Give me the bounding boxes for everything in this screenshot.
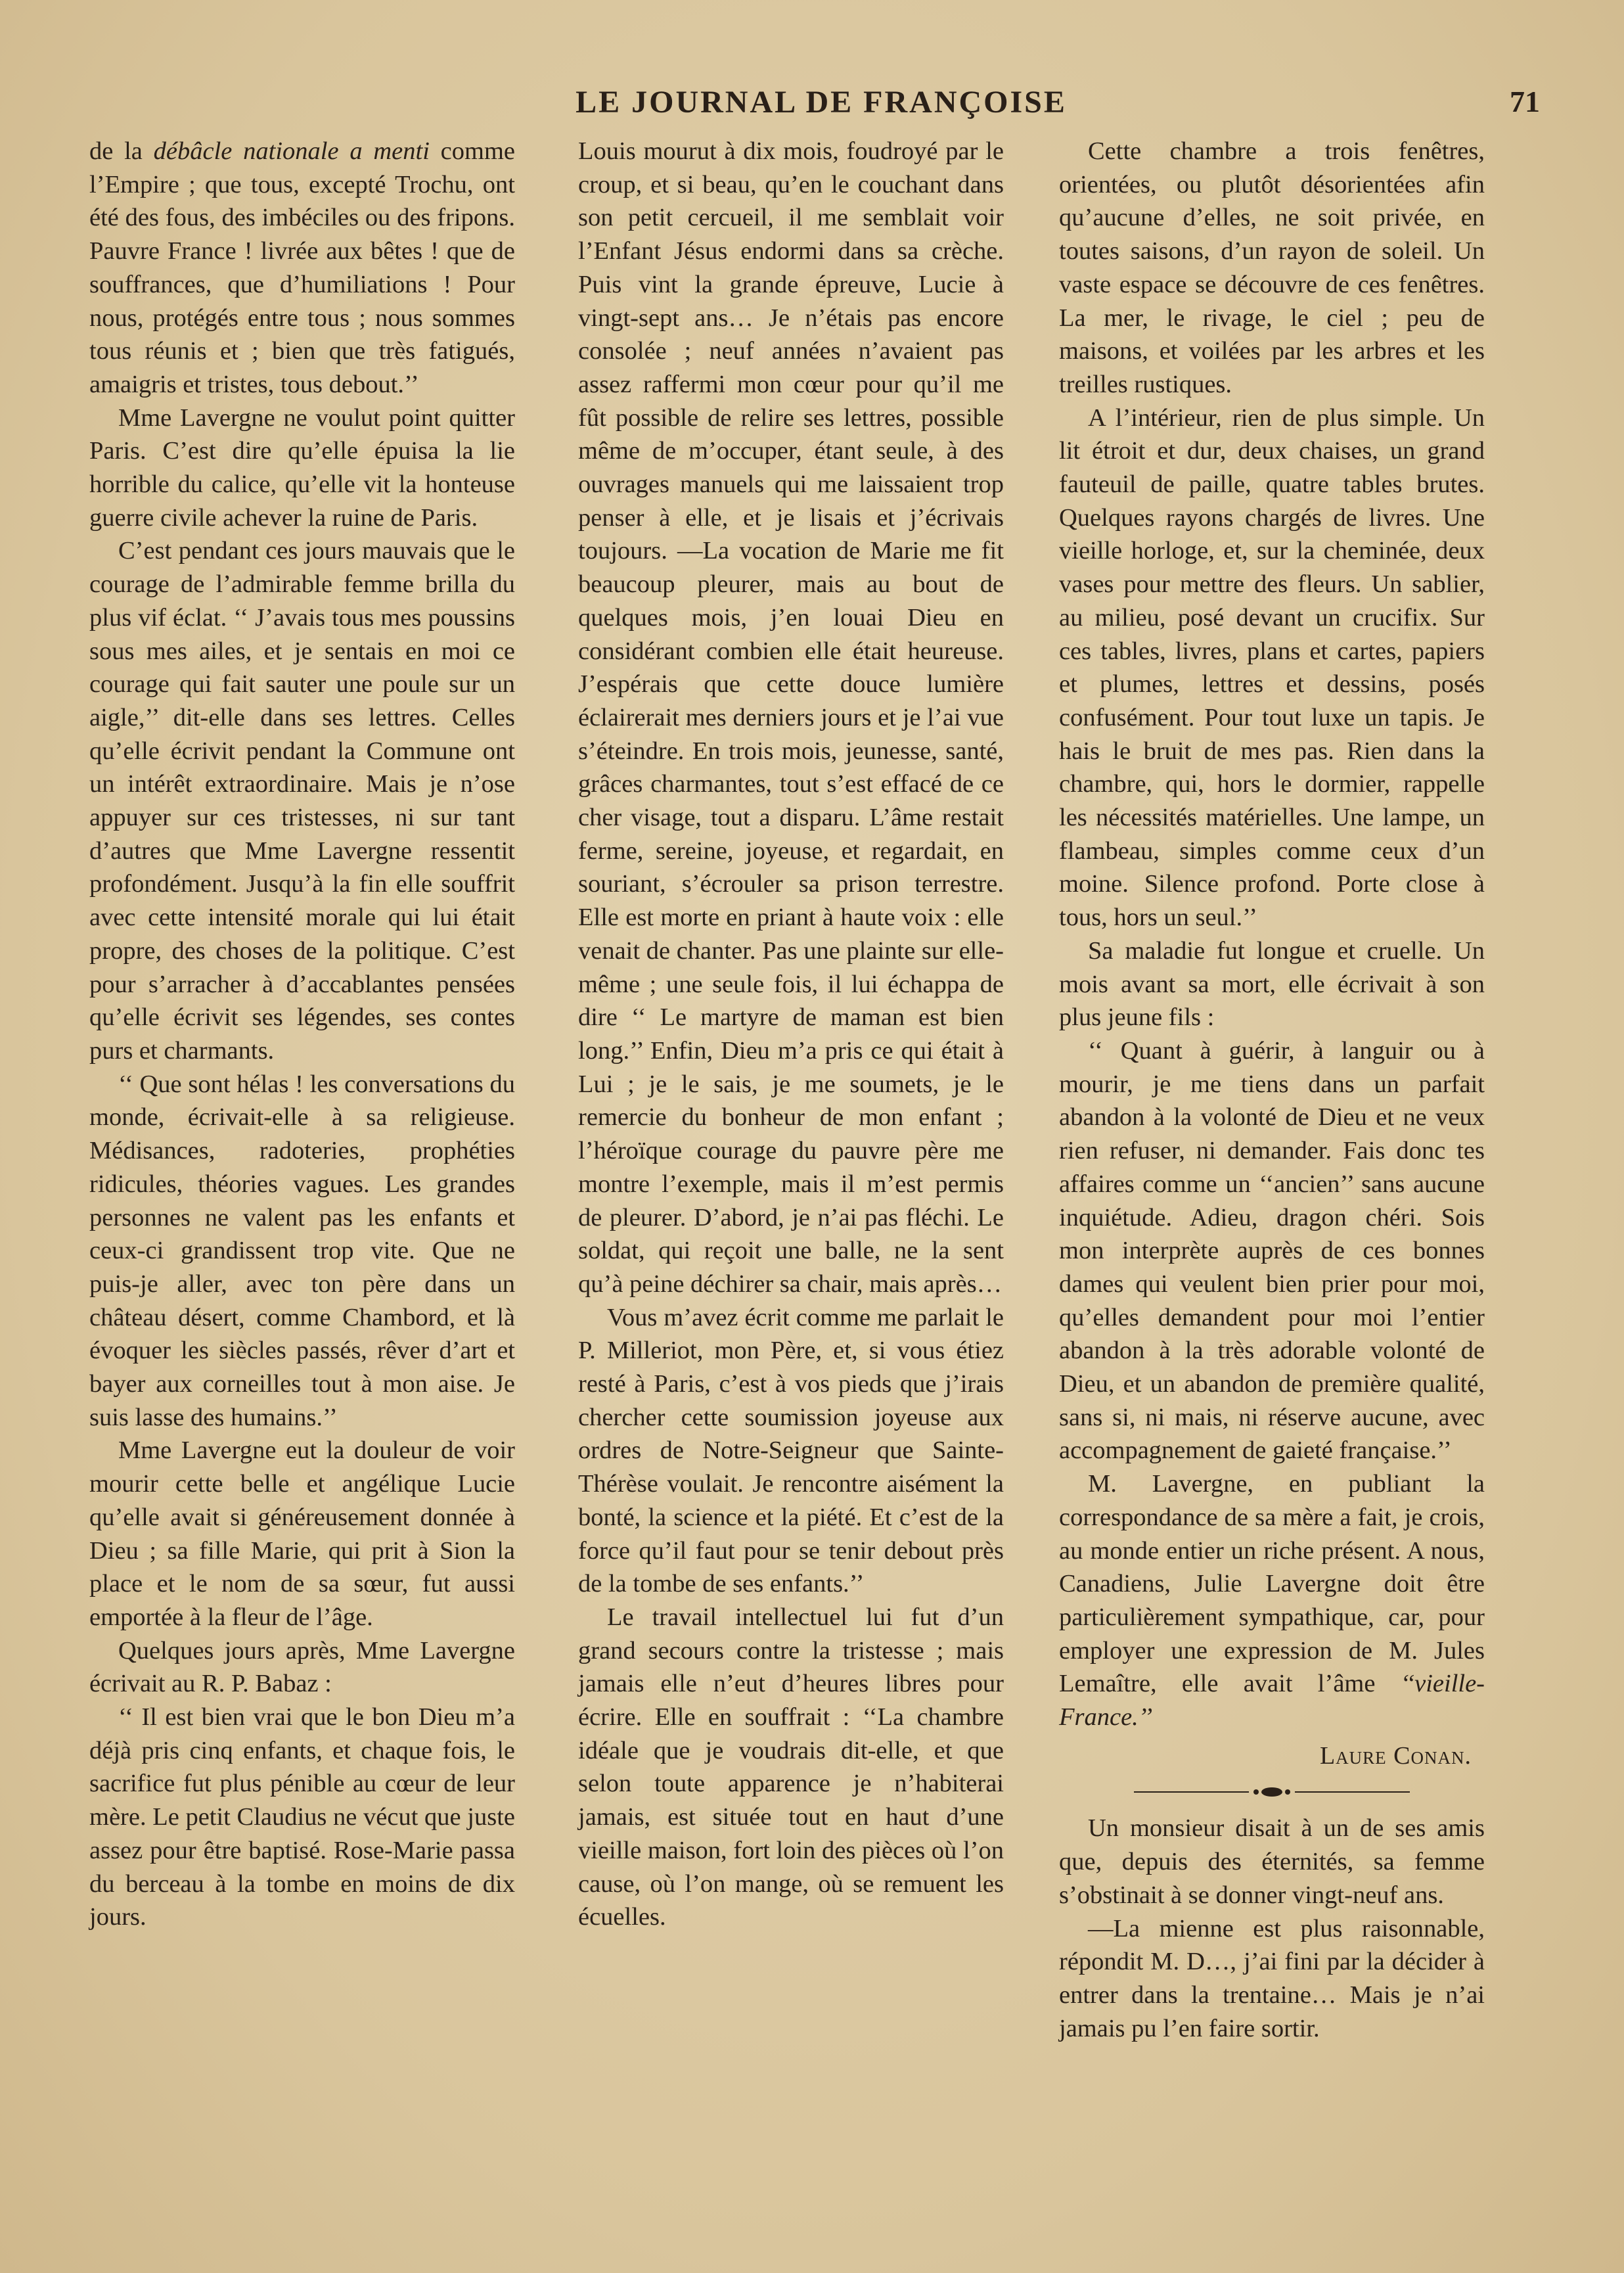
author-signature: Laure Conan. bbox=[1319, 1741, 1472, 1770]
paragraph: Un monsieur disait à un de ses amis que, depuis des éternités, sa femme s’obstinait à se donner vingt-neuf ans. bbox=[1059, 1814, 1485, 1909]
paragraph: ‘‘ Il est bien vrai que le bon Dieu m’a déjà pris cinq enfants, et chaque fois, le sacrifice fut plus pénible au cœur de leur mère. Le petit Claudius ne vécut que juste assez pour être baptisé. Rose-Marie passa du berceau à la tombe en moins de dix jours. bbox=[89, 1703, 515, 1931]
paragraph: ‘‘ Que sont hélas ! les conversations du monde, écrivait-elle à sa religieuse. Médisances, radoteries, prophéties ridicules, théories vagues. Les grandes personnes ne valent pas les enfants et ceux-ci grandissent trop vite. Que ne puis-je aller, avec ton père dans un château désert, comme Chambord, et là évoquer les siècles passés, rêver d’art et bayer aux corneilles tout à mon aise. Je suis lasse des humains.’’ bbox=[89, 1070, 515, 1431]
paragraph: C’est pendant ces jours mauvais que le courage de l’admirable femme brilla du plus vif éclat. ‘‘ J’avais tous mes poussins sous mes ailes, et je sentais en moi ce courage qui fait sauter une poule sur un aigle,’’ dit-elle dans ses lettres. Celles qu’elle écrivit pendant la Commune ont un intérêt extraordinaire. Mais je n’ose appuyer sur ces tristesses, ni sur tant d’autres que Mme Lavergne ressentit profondément. Jusqu’à la fin elle souffrit avec cette intensité morale qui lui était propre, des choses de la politique. C’est pour s’arracher à d’accablantes pensées qu’elle écrivit ses légendes, ses contes purs et charmants. bbox=[89, 537, 515, 1065]
column-1 bbox=[89, 135, 515, 1934]
paragraph: Vous m’avez écrit comme me parlait le P. Milleriot, mon Père, et, si vous étiez resté à Paris, c’est à vos pieds que j’irais chercher cette soumission joyeuse aux ordres de Notre-Seigneur que Sainte-Thérèse voulait. Je rencontre aisément la bonté, la science et la piété. Et c’est de la force qu’il faut pour se tenir debout près de la tombe de ses enfants.’’ bbox=[578, 1303, 1004, 1598]
paragraph bbox=[89, 135, 515, 402]
column-3 bbox=[1059, 135, 1485, 2045]
paragraph bbox=[1059, 1467, 1485, 1734]
paragraph: A l’intérieur, rien de plus simple. Un lit étroit et dur, deux chaises, un grand fauteuil de paille, quatre tables brutes. Quelques rayons chargés de livres. Une vieille horloge, et, sur la cheminée, deux vases pour mettre des fleurs. Un sablier, au milieu, posé devant un crucifix. Sur ces tables, livres, plans et cartes, papiers et plumes, lettres et dessins, posés confusément. Pour tout luxe un tapis. Je hais le bruit de mes pas. Rien dans la chambre, qui, hors le dormier, rappelle les nécessités matérielles. Une lampe, un flambeau, simples comme ceux d’un moine. Silence profond. Porte close à tous, hors un seul.’’ bbox=[1059, 403, 1485, 932]
paragraph: Mme Lavergne ne voulut point quitter Paris. C’est dire qu’elle épuisa la lie horrible du calice, qu’elle vit la honteuse guerre civile achever la ruine de Paris. bbox=[89, 403, 515, 532]
paragraph: ‘‘ Quant à guérir, à languir ou à mourir, je me tiens dans un parfait abandon à la volonté de Dieu et ne veux rien refuser, ni demander. Fais donc tes affaires comme un ‘‘ancien’’ sans aucune inquiétude. Adieu, dragon chéri. Sois mon interprète auprès de ces bonnes dames qui veulent bien prier pour moi, qu’elles demandent pour moi l’entier abandon à la très adorable volonté de Dieu, et un abandon de première qualité, sans si, ni mais, ni réserve aucune, avec accompagnement de gaieté française.’’ bbox=[1059, 1036, 1485, 1465]
italic-phrase: débâcle nationale a menti bbox=[153, 137, 430, 165]
italic-phrase: ‘‘vieille-France.’’ bbox=[1059, 1670, 1485, 1732]
paragraph-text: de la bbox=[89, 137, 154, 165]
page-header bbox=[0, 84, 1624, 137]
paragraph: —La mienne est plus raisonnable, répondit M. D…, j’ai fini par la décider à entrer dans la trentaine… Mais je n’ai jamais pu l’en faire sortir. bbox=[1059, 1914, 1485, 2042]
paragraph: Sa maladie fut longue et cruelle. Un mois avant sa mort, elle écrivait à son plus jeune fils : bbox=[1059, 936, 1485, 1032]
paragraph-text: M. Lavergne, en publiant la correspondance de sa mère a fait, je crois, au monde entier un riche présent. A nous, Canadiens, Julie Lavergne doit être particulièrement sympathique, car, pour employer une expression de M. Jules Lemaître, elle avait l’âme bbox=[1059, 1470, 1485, 1698]
paragraph: Mme Lavergne eut la douleur de voir mourir cette belle et angélique Lucie qu’elle avait si généreusement donnée à Dieu ; sa fille Marie, qui prit à Sion la place et le nom de sa sœur, fut aussi emportée à la fleur de l’âge. bbox=[89, 1436, 515, 1631]
journal-title: LE JOURNAL DE FRANÇOISE bbox=[575, 85, 1067, 120]
ornamental-separator bbox=[1134, 1772, 1410, 1812]
separator-ornament-icon bbox=[1134, 1784, 1410, 1800]
paragraph: Louis mourut à dix mois, foudroyé par le croup, et si beau, qu’en le couchant dans son petit cercueil, il me semblait voir l’Enfant Jésus endormi dans sa crèche. Puis vint la grande épreuve, Lucie à vingt-sept ans… Je n’étais pas encore consolée ; neuf années n’avaient pas assez raffermi mon cœur pour qu’il me fût possible de relire ses lettres, possible même de m’occuper, étant seule, à des ouvrages manuels qui me laissaient trop penser à elle, et je lisais et j’écrivais toujours. —La vocation de Marie me fit beaucoup pleurer, mais au bout de quelques mois, j’en louai Dieu en considérant combien elle était heureuse. J’espérais que cette douce lumière éclairerait mes derniers jours et je l’ai vue s’éteindre. En trois mois, jeunesse, santé, grâces charmantes, tout s’est effacé de ce cher visage, tout a disparu. L’âme restait ferme, sereine, joyeuse, et regardait, en souriant, s’écrouler sa prison terrestre. Elle est morte en priant à haute voix : elle venait de chanter. Pas une plainte sur elle-même ; une seule fois, il lui échappa de dire ‘‘ Le martyre de maman est bien long.’’ Enfin, Dieu m’a pris ce qui était à Lui ; je le sais, je me soumets, je le remercie du bonheur de mon enfant ; l’héroïque courage du pauvre père me montre l’exemple, mais il m’est permis de pleurer. D’abord, je n’ai pas fléchi. Le soldat, qui reçoit une balle, ne la sent qu’à peine déchirer sa chair, mais après… bbox=[578, 137, 1004, 1298]
paragraph: Cette chambre a trois fenêtres, orientées, ou plutôt désorientées afin qu’aucune d’elles, ne soit privée, en toutes saisons, d’un rayon de soleil. Un vaste espace se découvre de ces fenêtres. La mer, le rivage, le ciel ; peu de maisons, et voilées par les arbres et les treilles rustiques. bbox=[1059, 137, 1485, 398]
paragraph: Le travail intellectuel lui fut d’un grand secours contre la tristesse ; mais jamais elle n’eut d’heures libres pour écrire. Elle en souffrait : ‘‘La chambre idéale que je voudrais dit-elle, et que selon toute apparence je n’habiterai jamais, est située tout en haut d’une vieille maison, fort loin des pièces où l’on cause, où l’on mange, où se remuent les écuelles. bbox=[578, 1603, 1004, 1931]
paragraph: Quelques jours après, Mme Lavergne écrivait au R. P. Babaz : bbox=[89, 1636, 515, 1698]
column-2 bbox=[578, 135, 1004, 1934]
page-number: 71 bbox=[1510, 85, 1540, 118]
paragraph-text: comme l’Empire ; que tous, excepté Trochu, ont été des fous, des imbéciles ou des fripons. Pauvre France ! livrée aux bêtes ! que de souffrances, que d’humiliations ! Pour nous, protégés entre tous ; nous sommes tous réunis et ; bien que très fatigués, amaigris et tristes, tous debout.’’ bbox=[89, 137, 515, 398]
